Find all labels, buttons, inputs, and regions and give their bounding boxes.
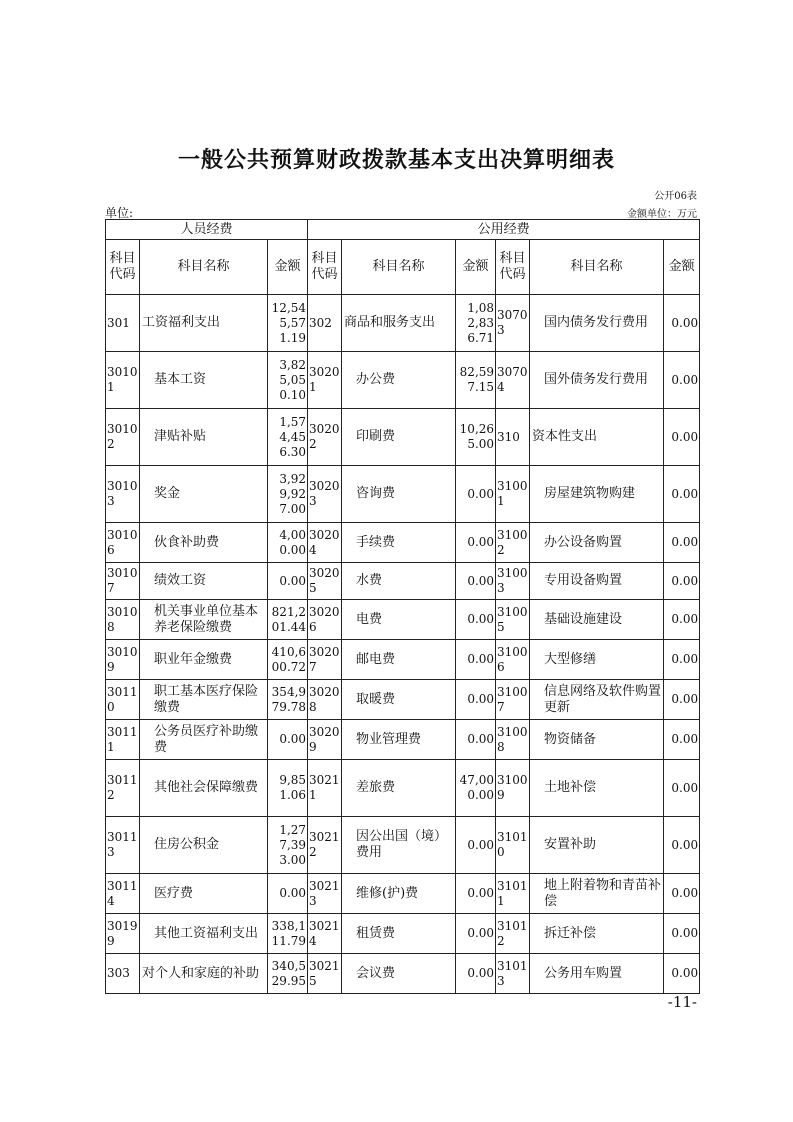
code-cell: 31007 [496,680,530,720]
code-cell: 30203 [308,466,342,523]
name-cell: 电费 [342,600,456,640]
name-cell: 水费 [342,563,456,600]
code-cell: 30208 [308,680,342,720]
amount-cell: 0.00 [456,954,496,994]
code-cell: 30101 [106,352,140,409]
amount-cell: 0.00 [456,817,496,874]
code-cell: 30199 [106,914,140,954]
code-cell: 31001 [496,466,530,523]
amount-cell: 0.00 [664,640,700,680]
amount-cell: 0.00 [664,874,700,914]
name-cell: 国内债务发行费用 [530,295,664,352]
code-cell: 31002 [496,523,530,563]
code-cell: 303 [106,954,140,994]
code-cell: 30209 [308,720,342,760]
table-row [106,954,700,994]
name-cell: 取暖费 [342,680,456,720]
name-cell: 伙食补助费 [140,523,268,563]
amount-cell: 338,111.79 [268,914,308,954]
personnel-expense-header: 人员经费 [106,220,308,240]
name-cell: 其他社会保障缴费 [140,760,268,817]
code-cell: 302 [308,295,342,352]
name-cell: 绩效工资 [140,563,268,600]
table-body [106,295,700,994]
amount-cell: 821,201.44 [268,600,308,640]
name-cell: 基本工资 [140,352,268,409]
code-cell: 31006 [496,640,530,680]
amount-cell: 4,000.00 [268,523,308,563]
amount-cell: 3,929,927.00 [268,466,308,523]
amount-cell: 0.00 [268,874,308,914]
name-cell: 其他工资福利支出 [140,914,268,954]
name-cell: 会议费 [342,954,456,994]
page-number: -11- [667,993,697,1011]
code-cell: 31008 [496,720,530,760]
code-cell: 31003 [496,563,530,600]
code-cell: 30107 [106,563,140,600]
amount-cell: 0.00 [268,720,308,760]
amount-cell: 410,600.72 [268,640,308,680]
table-row [106,295,700,352]
amount-cell: 0.00 [664,680,700,720]
table-row [106,523,700,563]
code-cell: 30205 [308,563,342,600]
code-cell: 31005 [496,600,530,640]
name-cell: 公务用车购置 [530,954,664,994]
amount-cell: 0.00 [456,914,496,954]
amount-cell: 12,545,571.19 [268,295,308,352]
table-row [106,600,700,640]
name-cell: 资本性支出 [530,409,664,466]
code-cell: 30207 [308,640,342,680]
amount-cell: 0.00 [268,563,308,600]
amount-cell: 0.00 [664,409,700,466]
code-cell: 30704 [496,352,530,409]
code-cell: 301 [106,295,140,352]
name-cell: 物业管理费 [342,720,456,760]
column-header-name: 科目名称 [342,240,456,295]
code-cell: 30202 [308,409,342,466]
amount-cell: 0.00 [664,720,700,760]
name-cell: 基础设施建设 [530,600,664,640]
code-cell: 31011 [496,874,530,914]
name-cell: 因公出国（境）费用 [342,817,456,874]
table-row [106,720,700,760]
name-cell: 土地补偿 [530,760,664,817]
table-row [106,352,700,409]
name-cell: 住房公积金 [140,817,268,874]
amount-cell: 0.00 [456,640,496,680]
amount-cell: 0.00 [456,563,496,600]
amount-cell: 0.00 [456,680,496,720]
amount-cell: 0.00 [456,523,496,563]
code-cell: 30110 [106,680,140,720]
code-cell: 30111 [106,720,140,760]
code-cell: 30215 [308,954,342,994]
amount-cell: 0.00 [664,295,700,352]
amount-cell: 0.00 [664,352,700,409]
code-cell: 30214 [308,914,342,954]
amount-cell: 0.00 [664,914,700,954]
table-row [106,409,700,466]
column-header-amount: 金额 [456,240,496,295]
table-row [106,640,700,680]
amount-cell: 1,082,836.71 [456,295,496,352]
name-cell: 邮电费 [342,640,456,680]
amount-cell: 0.00 [664,954,700,994]
table-row [106,563,700,600]
name-cell: 咨询费 [342,466,456,523]
code-cell: 30106 [106,523,140,563]
column-header-code: 科目代码 [106,240,140,295]
unit-label: 单位: [105,206,134,220]
code-cell: 310 [496,409,530,466]
code-cell: 30114 [106,874,140,914]
code-cell: 30102 [106,409,140,466]
table-row [106,680,700,720]
name-cell: 手续费 [342,523,456,563]
amount-cell: 10,265.00 [456,409,496,466]
amount-unit: 金额单位：万元 [627,209,697,220]
code-cell: 30703 [496,295,530,352]
amount-cell: 0.00 [664,760,700,817]
name-cell: 医疗费 [140,874,268,914]
column-header-amount: 金额 [268,240,308,295]
name-cell: 印刷费 [342,409,456,466]
table-row [106,466,700,523]
code-cell: 31012 [496,914,530,954]
amount-cell: 0.00 [456,874,496,914]
name-cell: 大型修缮 [530,640,664,680]
amount-cell: 0.00 [664,523,700,563]
code-cell: 30201 [308,352,342,409]
code-cell: 30212 [308,817,342,874]
code-cell: 30109 [106,640,140,680]
code-cell: 30103 [106,466,140,523]
code-cell: 31009 [496,760,530,817]
amount-cell: 47,000.00 [456,760,496,817]
amount-cell: 1,277,393.00 [268,817,308,874]
name-cell: 公务员医疗补助缴费 [140,720,268,760]
column-header-name: 科目名称 [530,240,664,295]
table-row [106,914,700,954]
table-row [106,874,700,914]
amount-cell: 0.00 [664,600,700,640]
name-cell: 专用设备购置 [530,563,664,600]
table-row [106,760,700,817]
name-cell: 职业年金缴费 [140,640,268,680]
code-cell: 30206 [308,600,342,640]
name-cell: 商品和服务支出 [342,295,456,352]
name-cell: 工资福利支出 [140,295,268,352]
column-header-amount: 金额 [664,240,700,295]
name-cell: 拆迁补偿 [530,914,664,954]
amount-cell: 0.00 [664,817,700,874]
code-cell: 30113 [106,817,140,874]
code-cell: 30213 [308,874,342,914]
name-cell: 房屋建筑物购建 [530,466,664,523]
amount-cell: 0.00 [456,466,496,523]
code-cell: 31010 [496,817,530,874]
amount-cell: 1,574,456.30 [268,409,308,466]
name-cell: 办公费 [342,352,456,409]
amount-cell: 9,851.06 [268,760,308,817]
code-cell: 30204 [308,523,342,563]
code-cell: 30112 [106,760,140,817]
name-cell: 租赁费 [342,914,456,954]
column-header-code: 科目代码 [496,240,530,295]
table-row [106,817,700,874]
amount-cell: 0.00 [664,563,700,600]
name-cell: 津贴补贴 [140,409,268,466]
form-number: 公开06表 [654,191,697,202]
name-cell: 安置补助 [530,817,664,874]
name-cell: 办公设备购置 [530,523,664,563]
name-cell: 机关事业单位基本养老保险缴费 [140,600,268,640]
amount-cell: 3,825,050.10 [268,352,308,409]
column-header-code: 科目代码 [308,240,342,295]
amount-cell: 0.00 [664,466,700,523]
name-cell: 维修(护)费 [342,874,456,914]
name-cell: 信息网络及软件购置更新 [530,680,664,720]
code-cell: 31013 [496,954,530,994]
public-expense-header: 公用经费 [308,220,700,240]
page-title: 一般公共预算财政拨款基本支出决算明细表 [177,147,615,173]
code-cell: 30108 [106,600,140,640]
amount-cell: 340,529.95 [268,954,308,994]
name-cell: 对个人和家庭的补助 [140,954,268,994]
amount-cell: 354,979.78 [268,680,308,720]
amount-cell: 0.00 [456,720,496,760]
name-cell: 职工基本医疗保险缴费 [140,680,268,720]
name-cell: 地上附着物和青苗补偿 [530,874,664,914]
name-cell: 差旅费 [342,760,456,817]
amount-cell: 82,597.15 [456,352,496,409]
amount-cell: 0.00 [456,600,496,640]
name-cell: 国外债务发行费用 [530,352,664,409]
code-cell: 30211 [308,760,342,817]
column-header-name: 科目名称 [140,240,268,295]
name-cell: 物资储备 [530,720,664,760]
expenditure-table [105,219,700,994]
name-cell: 奖金 [140,466,268,523]
